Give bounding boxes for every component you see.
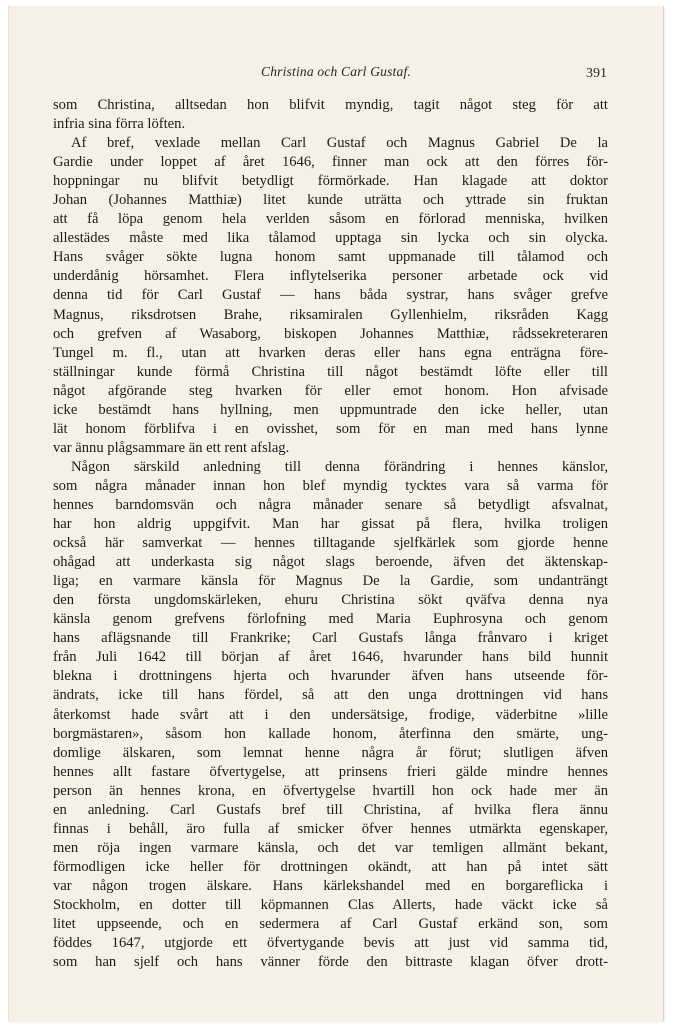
- text-line: en anledning. Carl Gustafs bref till Christina, af hvilka flera ännu: [53, 801, 608, 818]
- text-line: Stockholm, en dotter till köpmannen Clas Allerts, hade väckt icke så: [53, 896, 608, 913]
- text-line: som Christina, alltsedan hon blifvit myndig, tagit något steg för att: [53, 97, 608, 113]
- text-line: blekna i drottningens hjerta och hvarunder äfven hans utseende för-: [53, 668, 608, 685]
- text-line: lät honom förblifva i en ovisshet, som för en man med hans lynne: [53, 420, 608, 437]
- text-line: person än hennes krona, en öfvertygelse hvartill hon ock hade mer än: [53, 782, 608, 799]
- text-line: litet uppseende, och en sedermera af Carl Gustaf erkänd son, som: [53, 916, 608, 933]
- text-line: finnas i behåll, äro fulla af smicker öfver hennes utmärkta egenskaper,: [53, 820, 608, 837]
- text-line: något afgörande steg hvarken för eller emot honom. Hon afvisade: [53, 382, 608, 399]
- text-line: också här samverkat — hennes tilltagande sjelfkärlek som gjorde henne: [53, 535, 608, 552]
- text-line: liga; en varmare känsla för Magnus De la Gardie, som undanträngt: [53, 573, 608, 590]
- text-line: och grefven af Wasaborg, biskopen Johannes Matthiæ, rådssekreteraren: [53, 325, 608, 342]
- text-line: ändrats, icke till hans fördel, så att den unga drottningen vid hans: [53, 687, 608, 704]
- text-line: hoppningar nu blifvit betydligt förmörkade. Han klagade att doktor: [53, 173, 608, 190]
- text-line: var ännu plågsammare än ett rent afslag.: [53, 439, 290, 456]
- text-line: som han sjelf och hans vänner förde den bittraste klagan öfver drott-: [53, 954, 608, 971]
- text-line: förmodligen icke heller för drottningen okändt, att han på intet sätt: [53, 858, 608, 875]
- text-line: ställningar kunde förmå Christina till något bestämdt löfte eller till: [53, 363, 608, 380]
- text-line: underdånig hörsamhet. Flera inflytelserika personer arbetade ock vid: [53, 268, 608, 285]
- text-line: allestädes måste med lika tålamod upptaga sin lycka och sin olycka.: [53, 230, 608, 247]
- text-line: att få löpa genom hela verlden såsom en förlorad menniska, hvilken: [53, 211, 608, 228]
- book-page: [8, 6, 664, 1021]
- text-line: domlige älskaren, som lemnat henne några år förut; slutligen äfven: [53, 744, 608, 761]
- text-line: Af bref, vexlade mellan Carl Gustaf och Magnus Gabriel De la: [71, 135, 608, 152]
- text-line: Gardie under loppet af året 1646, finner man ock att den förres för-: [53, 154, 608, 171]
- text-line: hennes barndomsvän och några månader senare så betydligt afsvalnat,: [53, 496, 608, 513]
- text-line: som några månader innan hon blef myndig tycktes vara så varma för: [53, 477, 608, 494]
- running-title: Christina och Carl Gustaf.: [261, 64, 411, 79]
- text-line: känsla genom grefvens förlofning med Maria Euphrosyna och genom: [53, 611, 608, 628]
- page-number: 391: [586, 66, 607, 81]
- text-line: icke bestämdt hans hyllning, men uppmuntrade den icke heller, utan: [53, 401, 608, 418]
- text-line: infria sina förra löften.: [53, 116, 186, 133]
- text-line: var någon trogen älskare. Hans kärlekshandel med en borgareflicka i: [53, 877, 608, 894]
- text-line: borgmästaren», såsom hon kallade honom, återfinna den smärte, ung-: [53, 725, 608, 742]
- text-line: Johan (Johannes Matthiæ) litet kunde uträtta och yttrade sin fruktan: [53, 192, 608, 209]
- text-line: Någon särskild anledning till denna förändring i hennes känslor,: [71, 458, 608, 475]
- text-line: denna tid för Carl Gustaf — hans båda systrar, hans svåger grefve: [53, 287, 608, 304]
- text-line: har hon aldrig uppgifvit. Man har gissat på flera, hvilka troligen: [53, 516, 608, 533]
- text-line: Magnus, riksdrotsen Brahe, riksamiralen Gyllenhielm, riksråden Kagg: [53, 306, 608, 323]
- text-line: från Juli 1642 till början af året 1646, hvarunder hans bild hunnit: [53, 649, 608, 666]
- text-line: men röja ingen varmare känsla, och det var temligen allmänt bekant,: [53, 839, 608, 856]
- text-line: hennes allt fastare öfvertygelse, att prinsens frieri gälde mindre hennes: [53, 763, 608, 780]
- text-line: Tungel m. fl., utan att hvarken deras eller hans egna enträgna före-: [53, 344, 608, 361]
- text-line: den första ungdomskärleken, ehuru Christina sökt qväfva denna nya: [53, 592, 608, 609]
- text-line: återkomst hade svårt att i den undersätsige, frodige, väderbitne »lille: [53, 706, 608, 723]
- page-header: [9, 64, 663, 84]
- text-line: hans aflägsnande till Frankrike; Carl Gustafs långa frånvaro i kriget: [53, 630, 608, 647]
- text-line: ohågad att underkasta sig något slags beroende, äfven det äktenskap-: [53, 554, 608, 571]
- text-line: Hans svåger sökte lugna honom samt uppmanade till tålamod och: [53, 249, 608, 266]
- text-line: föddes 1647, utgjorde ett öfvertygande bevis att just vid samma tid,: [53, 935, 608, 952]
- body-text: [53, 96, 608, 972]
